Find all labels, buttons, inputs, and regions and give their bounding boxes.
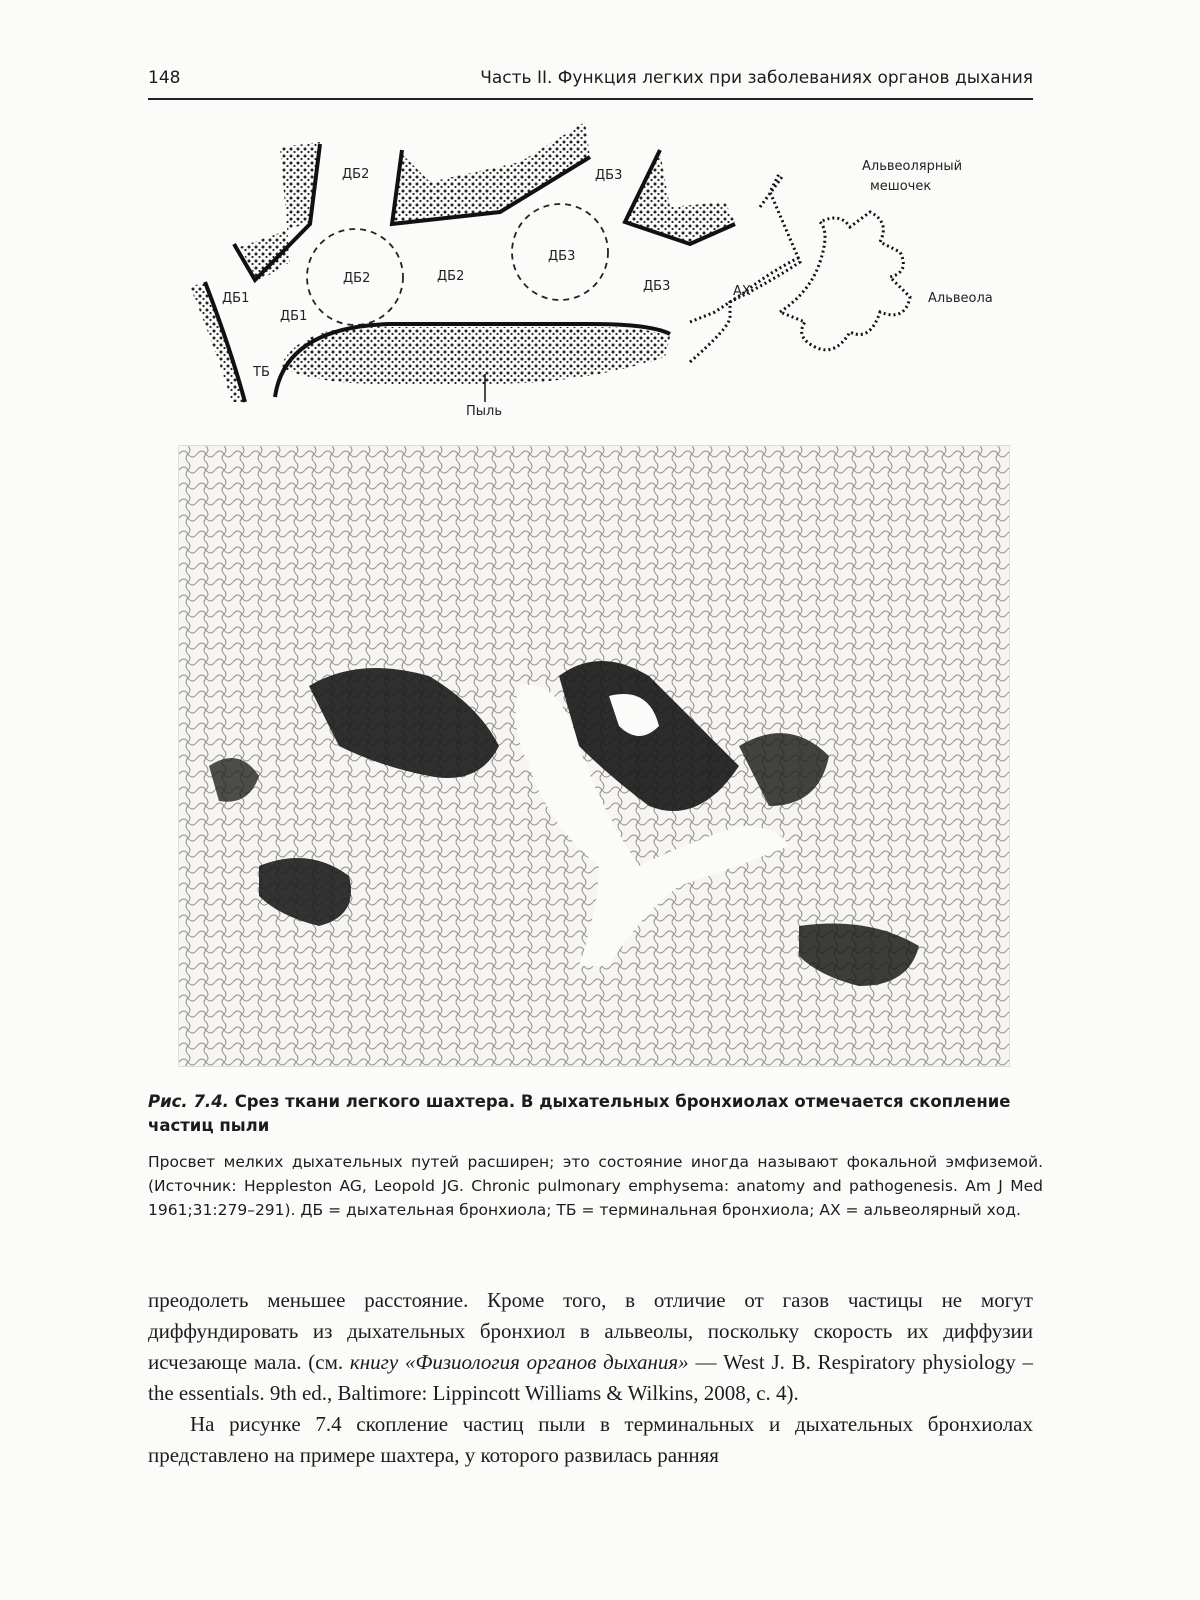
label-alveolar-sac-2: мешочек: [870, 179, 932, 194]
alveolar-sac-outline: [780, 212, 910, 350]
figure-label: Рис. 7.4.: [148, 1092, 229, 1111]
label-db1-left: ДБ1: [222, 291, 250, 306]
page-number: 148: [148, 68, 181, 88]
label-db2-top: ДБ2: [342, 167, 370, 182]
paragraph-1-part-a: преодолеть меньшее расстояние. Кроме того, в отличие от газов частицы не могут диффундировать из дыхательных бронхиол в альвеолы, поскольку скорость их диффузии исчезающе мала. (см.: [148, 1288, 1033, 1374]
paragraph-1: [148, 1285, 1033, 1409]
label-tb: ТБ: [253, 365, 270, 380]
label-dust: Пыль: [466, 404, 503, 419]
paragraph-2: На рисунке 7.4 скопление частиц пыли в терминальных и дыхательных бронхиолах представлено на примере шахтера, у которого развилась ранняя: [148, 1412, 1033, 1467]
label-db3-right: ДБ3: [643, 279, 671, 294]
running-title: Часть II. Функция легких при заболеваниях органов дыхания: [480, 68, 1033, 88]
label-db2-mid: ДБ2: [437, 269, 465, 284]
label-db1-mid: ДБ1: [280, 309, 308, 324]
alveolar-duct-wall: [690, 172, 800, 362]
label-alveola: Альвеола: [928, 291, 993, 306]
paragraph-1-part-b: — West J. B. Respiratory physiology – the essentials. 9th ed., Baltimore: Lippincott Williams & Wilkins, 2008, c. 4).: [148, 1350, 1033, 1405]
label-ax: АХ: [733, 284, 751, 299]
caption-title: [148, 1090, 1043, 1138]
lung-tissue-photo: [178, 445, 1010, 1067]
dust-deposit-bottom: [280, 327, 670, 385]
page-header: [148, 62, 1033, 100]
airway-diagram: [170, 112, 1030, 427]
label-db3-top: ДБ3: [595, 168, 623, 183]
dust-deposit-v: [240, 142, 320, 282]
figure-title: Срез ткани легкого шахтера. В дыхательных бронхиолах отмечается скопление частиц пыли: [148, 1092, 1011, 1135]
caption-description: Просвет мелких дыхательных путей расширен; это состояние иногда называют фокальной эмфиземой. (Источник: Heppleston AG, Leopold JG. Chronic pulmonary emphysema: anatomy and pathogenesis. Am J Med 1961;31:279–291). ДБ = дыхательная бронхиола; ТБ = терминальная бронхиола; АХ = альвеолярный ход.: [148, 1153, 1043, 1219]
label-alveolar-sac-1: Альвеолярный: [862, 159, 963, 174]
paragraph-1-italic: книгу «Физиология органов дыхания»: [349, 1350, 689, 1374]
body-text: [148, 1285, 1033, 1471]
label-db3-circle: ДБ3: [548, 249, 576, 264]
label-db2-circle: ДБ2: [343, 271, 371, 286]
figure-caption: [148, 1090, 1043, 1222]
lung-tissue-image: [179, 446, 1009, 1066]
